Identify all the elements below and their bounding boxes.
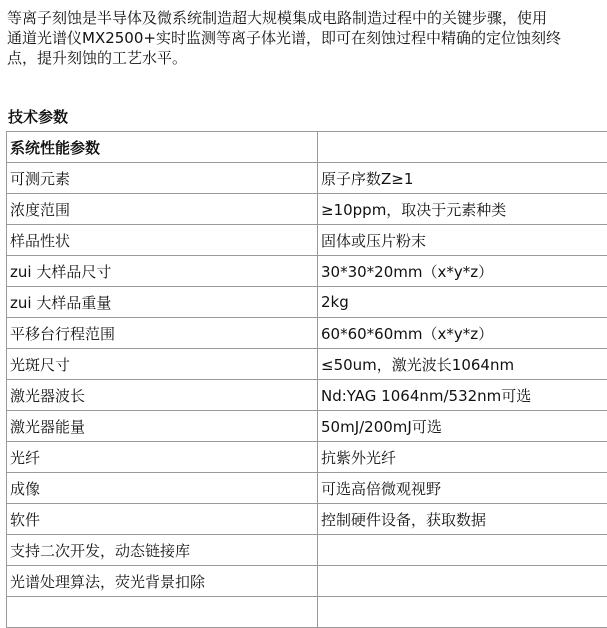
table-header-cell: 系统性能参数 [7,132,318,163]
table-header-empty-cell [318,132,607,163]
row-label: 样品性状 [7,225,318,256]
row-label: 光谱处理算法，荧光背景扣除 [7,566,318,597]
row-value [318,535,607,566]
row-label: zui 大样品尺寸 [7,256,318,287]
specs-table [6,131,607,628]
row-value: 2kg [318,287,607,318]
row-value [318,597,607,628]
row-value: 原子序数Z≥1 [318,163,607,194]
row-value [318,566,607,597]
row-value: ≤50um，激光波长1064nm [318,349,607,380]
table-header-row [7,132,607,163]
row-value: 50mJ/200mJ可选 [318,411,607,442]
table-row [7,473,607,504]
row-label: 支持二次开发，动态链接库 [7,535,318,566]
table-row [7,318,607,349]
row-label: 软件 [7,504,318,535]
table-row [7,194,607,225]
row-label: 平移台行程范围 [7,318,318,349]
row-value: ≥10ppm，取决于元素种类 [318,194,607,225]
row-value: 抗紫外光纤 [318,442,607,473]
table-row [7,442,607,473]
intro-line-2: 通道光谱仪MX2500+实时监测等离子体光谱，即可在刻蚀过程中精确的定位蚀刻终 [7,29,561,47]
row-label: 激光器能量 [7,411,318,442]
intro-line-1: 等离子刻蚀是半导体及微系统制造超大规模集成电路制造过程中的关键步骤，使用 [7,9,547,27]
table-row [7,349,607,380]
table-row [7,287,607,318]
table-row [7,535,607,566]
row-value: Nd:YAG 1064nm/532nm可选 [318,380,607,411]
row-value: 控制硬件设备，获取数据 [318,504,607,535]
row-value: 可选高倍微观视野 [318,473,607,504]
row-label: 可测元素 [7,163,318,194]
intro-line-3: 点，提升刻蚀的工艺水平。 [7,49,187,67]
table-row [7,256,607,287]
table-row [7,597,607,628]
table-row [7,380,607,411]
row-label: zui 大样品重量 [7,287,318,318]
row-label: 成像 [7,473,318,504]
table-row [7,225,607,256]
table-row [7,411,607,442]
row-label [7,597,318,628]
row-label: 浓度范围 [7,194,318,225]
row-value: 60*60*60mm（x*y*z） [318,318,607,349]
row-label: 光斑尺寸 [7,349,318,380]
intro-paragraph [7,8,607,68]
section-title: 技术参数 [8,106,68,127]
table-row [7,566,607,597]
table-row [7,163,607,194]
row-value: 30*30*20mm（x*y*z） [318,256,607,287]
row-label: 光纤 [7,442,318,473]
table-row [7,504,607,535]
row-label: 激光器波长 [7,380,318,411]
row-value: 固体或压片粉末 [318,225,607,256]
